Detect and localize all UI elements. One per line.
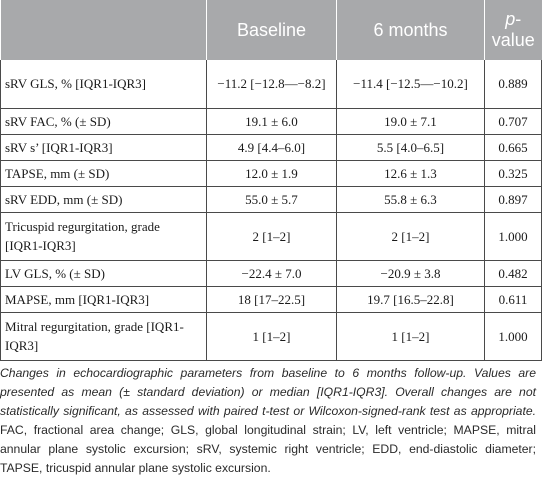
- table-row: [1, 160, 542, 186]
- row-label: TAPSE, mm (± SD): [1, 160, 207, 186]
- cell-p-value: 0.665: [485, 134, 542, 160]
- cell-six-months: 12.6 ± 1.3: [337, 160, 485, 186]
- table-body: [1, 60, 542, 360]
- cell-p-value: 0.889: [485, 60, 542, 108]
- table-row: [1, 212, 542, 260]
- row-label: Mitral regurgitation, grade [IQR1-IQR3]: [1, 312, 207, 360]
- cell-baseline: −22.4 ± 7.0: [207, 260, 337, 286]
- table-row: [1, 260, 542, 286]
- cell-p-value: 0.897: [485, 186, 542, 212]
- cell-six-months: 19.7 [16.5–22.8]: [337, 286, 485, 312]
- header-six-months: 6 months: [337, 0, 485, 60]
- table-row: [1, 312, 542, 360]
- header-p-value: [485, 0, 542, 60]
- row-label: sRV s’ [IQR1-IQR3]: [1, 134, 207, 160]
- cell-six-months: 5.5 [4.0–6.5]: [337, 134, 485, 160]
- cell-p-value: 0.707: [485, 108, 542, 134]
- table-row: [1, 286, 542, 312]
- header-row: [1, 0, 542, 60]
- cell-p-value: 0.482: [485, 260, 542, 286]
- row-label: sRV EDD, mm (± SD): [1, 186, 207, 212]
- row-label: Tricuspid regurgitation, grade [IQR1-IQR3]: [1, 212, 207, 260]
- table-row: [1, 134, 542, 160]
- cell-p-value: 1.000: [485, 212, 542, 260]
- cell-baseline: 4.9 [4.4–6.0]: [207, 134, 337, 160]
- cell-six-months: −20.9 ± 3.8: [337, 260, 485, 286]
- cell-baseline: 2 [1–2]: [207, 212, 337, 260]
- table-header: [1, 0, 542, 60]
- cell-six-months: 19.0 ± 7.1: [337, 108, 485, 134]
- header-parameter: [1, 0, 207, 60]
- cell-six-months: 2 [1–2]: [337, 212, 485, 260]
- cell-p-value: 0.611: [485, 286, 542, 312]
- cell-six-months: 55.8 ± 6.3: [337, 186, 485, 212]
- header-baseline: Baseline: [207, 0, 337, 60]
- header-p-letter: p: [505, 9, 516, 29]
- cell-baseline: 12.0 ± 1.9: [207, 160, 337, 186]
- cell-baseline: 18 [17–22.5]: [207, 286, 337, 312]
- cell-p-value: 0.325: [485, 160, 542, 186]
- row-label: LV GLS, % (± SD): [1, 260, 207, 286]
- cell-baseline: 1 [1–2]: [207, 312, 337, 360]
- cell-baseline: 55.0 ± 5.7: [207, 186, 337, 212]
- cell-baseline: −11.2 [−12.8—−8.2]: [207, 60, 337, 108]
- row-label: sRV FAC, % (± SD): [1, 108, 207, 134]
- caption-abbreviations: FAC, fractional area change; GLS, global longitudinal strain; LV, left ventricle; MAPSE, mitral annular plane systolic excursion; sRV, systemic right ventricle; EDD, end-diastolic diameter; TAPSE, tricuspid annular plane systolic excursion.: [0, 423, 536, 475]
- table-row: [1, 60, 542, 108]
- cell-six-months: 1 [1–2]: [337, 312, 485, 360]
- row-label: MAPSE, mm [IQR1-IQR3]: [1, 286, 207, 312]
- table-row: [1, 186, 542, 212]
- cell-baseline: 19.1 ± 6.0: [207, 108, 337, 134]
- row-label: sRV GLS, % [IQR1-IQR3]: [1, 60, 207, 108]
- caption-italic: Changes in echocardiographic parameters from baseline to 6 months follow-up. Values are presented as mean (± standard deviation) or median [IQR1-IQR3]. Overall changes are not statistically significant, as assessed with paired t-test or Wilcoxon-signed-rank test as appropriate.: [0, 366, 536, 418]
- cell-p-value: 1.000: [485, 312, 542, 360]
- header-p-rest: -value: [491, 9, 535, 50]
- cell-six-months: −11.4 [−12.5—−10.2]: [337, 60, 485, 108]
- table-row: [1, 108, 542, 134]
- table-caption: [0, 364, 536, 478]
